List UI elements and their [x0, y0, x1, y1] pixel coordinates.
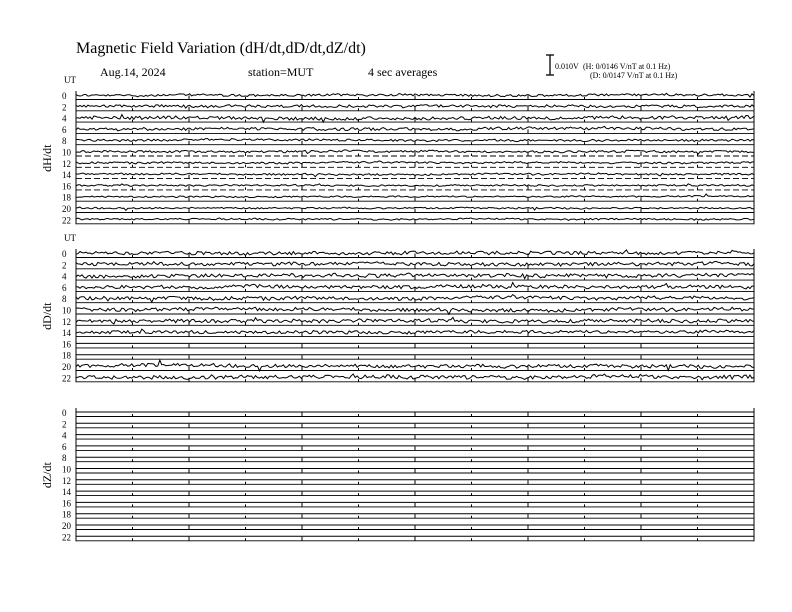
row-label: 22: [62, 215, 71, 226]
averaging-label: 4 sec averages: [368, 65, 438, 79]
row-label: 22: [62, 532, 71, 543]
row-label: 16: [62, 339, 71, 350]
scale-value: 0.010V: [555, 62, 579, 71]
row-label: 8: [62, 294, 67, 305]
row-label: 22: [62, 373, 71, 384]
chart-title: Magnetic Field Variation (dH/dt,dD/dt,dZ/dt): [76, 40, 366, 57]
row-label: 14: [62, 170, 71, 181]
row-label: 4: [62, 430, 67, 441]
row-trace: [76, 194, 754, 198]
row-trace: [76, 329, 754, 334]
ut-axis-label: UT: [64, 75, 76, 85]
station-label: station=MUT: [248, 65, 314, 79]
row-label: 8: [62, 136, 67, 147]
row-label: 14: [62, 487, 71, 498]
row-label: 10: [62, 305, 71, 316]
row-label: 18: [62, 192, 71, 203]
row-label: 0: [62, 249, 67, 259]
panel-ylabel: dD/dt: [40, 302, 54, 330]
row-label: 2: [62, 102, 67, 113]
panel-ylabel: dH/dt: [40, 144, 54, 172]
row-label: 6: [62, 441, 67, 452]
panel-1: [40, 233, 754, 383]
row-label: 6: [62, 282, 67, 293]
scale-d-sensitivity: (D: 0/0147 V/nT at 0.1 Hz): [590, 71, 678, 80]
row-label: 10: [62, 147, 71, 158]
panels: [40, 75, 754, 542]
row-trace: [76, 184, 754, 187]
scale-bar-icon: [546, 55, 554, 75]
panel-2: [40, 408, 754, 542]
row-label: 20: [62, 362, 71, 372]
row-label: 4: [62, 113, 67, 124]
row-label: 2: [62, 260, 67, 271]
row-label: 4: [62, 271, 67, 282]
row-label: 0: [62, 91, 67, 101]
row-label: 12: [62, 475, 71, 486]
row-label: 0: [62, 408, 67, 418]
ut-axis-label: UT: [64, 233, 76, 243]
row-label: 12: [62, 158, 71, 169]
row-label: 16: [62, 498, 71, 509]
row-label: 8: [62, 453, 67, 464]
row-label: 18: [62, 350, 71, 361]
row-label: 14: [62, 328, 71, 339]
row-label: 16: [62, 181, 71, 192]
row-label: 12: [62, 316, 71, 327]
row-label: 2: [62, 419, 67, 430]
row-label: 6: [62, 124, 67, 135]
panel-ylabel: dZ/dt: [40, 462, 54, 489]
panel-0: [40, 75, 754, 225]
row-label: 10: [62, 464, 71, 475]
row-label: 20: [62, 204, 71, 214]
row-label: 20: [62, 521, 71, 531]
date-label: Aug.14, 2024: [100, 65, 166, 79]
scale-h-sensitivity: (H: 0/0146 V/nT at 0.1 Hz): [583, 62, 671, 71]
row-trace: [76, 139, 754, 142]
row-label: 18: [62, 509, 71, 520]
